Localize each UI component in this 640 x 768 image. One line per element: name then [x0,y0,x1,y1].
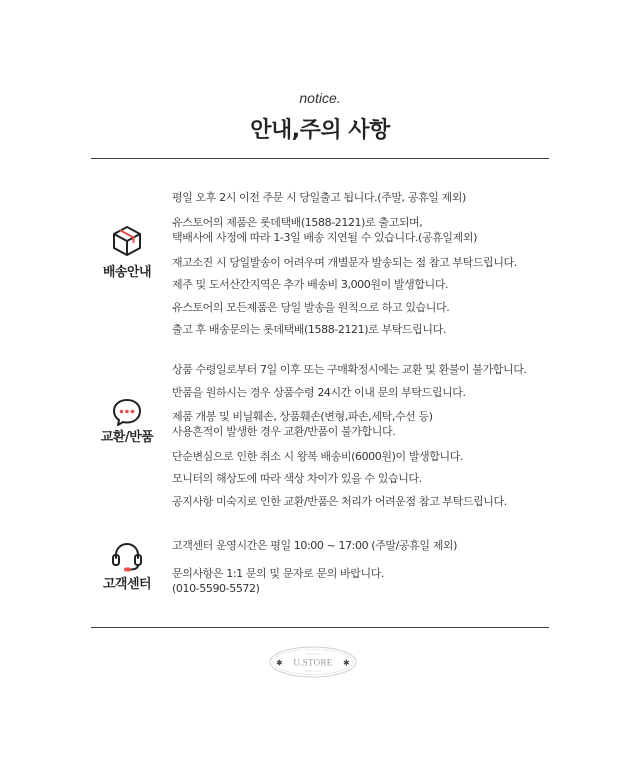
shipping-line: 재고소진 시 당일발송이 어려우며 개별문자 발송되는 점 참고 부탁드립니다. [172,256,517,269]
top-divider [91,158,549,159]
package-box-icon [110,224,144,258]
exchange-line: 단순변심으로 인한 취소 시 왕복 배송비(6000원)이 발생합니다. [172,450,464,463]
customer-center-line: 문의사항은 1:1 문의 및 문자로 문의 바랍니다. [172,567,385,580]
customer-center-line: (010-5590-5572) [172,582,260,595]
shipping-line: 출고 후 배송문의는 롯데택배(1588-2121)로 부탁드립니다. [172,323,446,336]
shipping-line: 유스토어의 제품은 롯데택배(1588-2121)로 출고되며, [172,216,423,229]
notice-label: notice. [299,90,341,106]
bottom-divider [91,627,549,628]
exchange-line: 모니터의 해상도에 따라 색상 차이가 있을 수 있습니다. [172,472,422,485]
logo-text: U.STORE [293,657,333,668]
page-title: 안내,주의 사항 [250,118,390,143]
exchange-label: 교환/반품 [100,430,154,445]
exchange-line: 공지사항 미숙지로 인한 교환/반품은 처리가 어려운점 참고 부탁드립니다. [172,495,507,508]
customer-center-label: 고객센터 [102,577,152,592]
chat-bubble-icon [110,395,144,429]
svg-text:✱: ✱ [276,658,283,668]
customer-center-line: 고객센터 운영시간은 평일 10:00 ~ 17:00 (주말/공휴일 제외) [172,539,458,552]
shipping-line: 평일 오후 2시 이전 주문 시 당일출고 됩니다.(주말, 공휴일 제외) [172,191,466,204]
headset-icon [110,539,144,573]
exchange-line: 사용흔적이 발생한 경우 교환/반품이 불가합니다. [172,425,396,438]
shipping-label: 배송안내 [102,265,152,280]
svg-text:✱: ✱ [343,658,350,668]
ustore-logo [268,645,358,679]
shipping-line: 유스토어의 모든제품은 당일 발송을 원칙으로 하고 있습니다. [172,301,450,314]
shipping-line: 택배사에 사정에 따라 1-3일 배송 지연될 수 있습니다.(공휴일제외) [172,231,477,244]
exchange-line: 상품 수령일로부터 7일 이후 또는 구매확정시에는 교환 및 환불이 불가합니다. [172,363,527,376]
exchange-line: 반품을 원하시는 경우 상품수령 24시간 이내 문의 부탁드립니다. [172,386,466,399]
shipping-line: 제주 및 도서산간지역은 추가 배송비 3,000원이 발생합니다. [172,278,449,291]
exchange-line: 제품 개봉 및 비닐훼손, 상품훼손(변형,파손,세탁,수선 등) [172,410,433,423]
